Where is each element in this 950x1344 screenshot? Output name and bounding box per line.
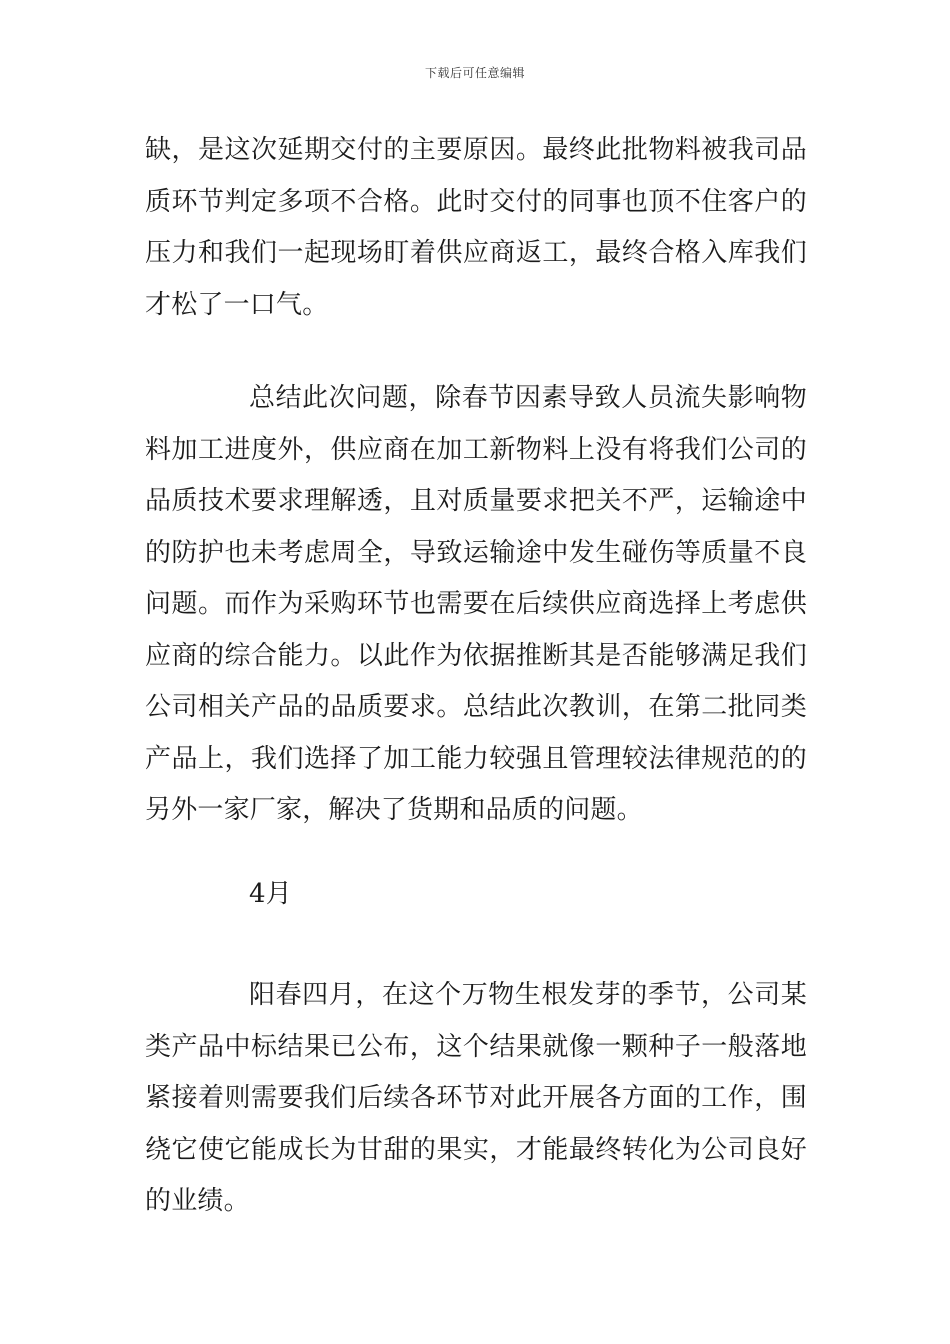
paragraph-3: 阳春四月，在这个万物生根发芽的季节，公司某类产品中标结果已公布，这个结果就像一颗种子一般落地紧接着则需要我们后续各环节对此开展各方面的工作，围绕它使它能成长为甘甜的果实，才能最终转化为公司良好的业绩。 xyxy=(145,980,807,1216)
month-heading: 4月 xyxy=(249,879,292,909)
paragraph-1: 缺，是这次延期交付的主要原因。最终此批物料被我司品质环节判定多项不合格。此时交付的同事也顶不住客户的压力和我们一起现场盯着供应商返工，最终合格入库我们才松了一口气。 xyxy=(145,135,807,320)
paragraph-2: 总结此次问题，除春节因素导致人员流失影响物料加工进度外，供应商在加工新物料上没有将我们公司的品质技术要求理解透，且对质量要求把关不严，运输途中的防护也未考虑周全，导致运输途中发生碰伤等质量不良问题。而作为采购环节也需要在后续供应商选择上考虑供应商的综合能力。以此作为依据推断其是否能够满足我们公司相关产品的品质要求。总结此次教训，在第二批同类产品上，我们选择了加工能力较强且管理较法律规范的的另外一家厂家，解决了货期和品质的问题。 xyxy=(145,383,807,825)
page-header-note: 下载后可任意编辑 xyxy=(424,66,525,80)
